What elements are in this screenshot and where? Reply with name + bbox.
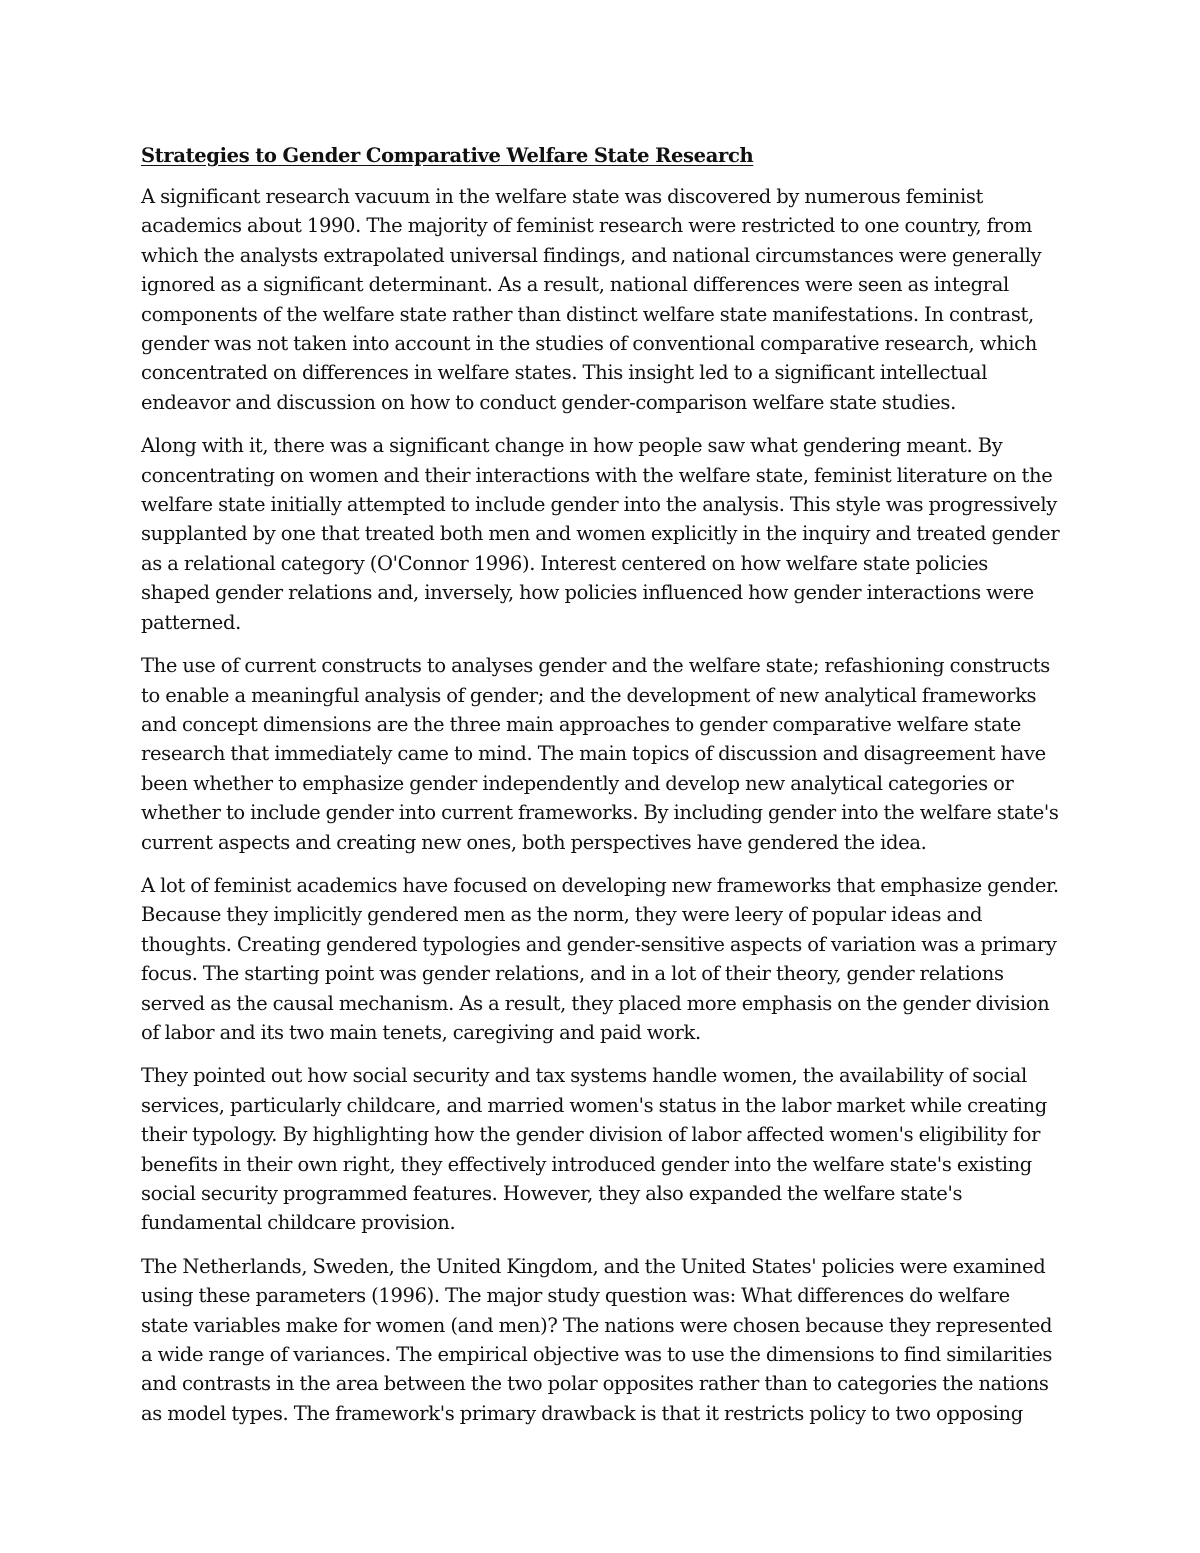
paragraph-4: A lot of feminist academics have focused on developing new frameworks that emphasize gender. Because they implicitly gendered men as the norm, they were leery of popular ideas and thoughts. Creating gendered typologies and gender-sensitive aspects of variation was a primary focus. The starting point was gender relations, and in a lot of their theory, gender relations served as the causal mechanism. As a result, they placed more emphasis on the gender division of labor and its two main tenets, caregiving and paid work. <box>141 873 1059 1044</box>
paragraph-3: The use of current constructs to analyses gender and the welfare state; refashioning constructs to enable a meaningful analysis of gender; and the development of new analytical frameworks and concept dimensions are the three main approaches to gender comparative welfare state research that immediately came to mind. The main topics of discussion and disagreement have been whether to emphasize gender independently and develop new analytical categories or whether to include gender into current frameworks. By including gender into the welfare state's current aspects and creating new ones, both perspectives have gendered the idea. <box>141 654 1059 854</box>
paragraph-5: They pointed out how social security and tax systems handle women, the availability of social services, particularly childcare, and married women's status in the labor market while creating their typology. By highlighting how the gender division of labor affected women's eligibility for benefits in their own right, they effectively introduced gender into the welfare state's existing social security programmed features. However, they also expanded the welfare state's fundamental childcare provision. <box>141 1064 1047 1235</box>
document-title: Strategies to Gender Comparative Welfare State Research <box>141 144 754 167</box>
paragraph-1: A significant research vacuum in the welfare state was discovered by numerous feminist academics about 1990. The majority of feminist research were restricted to one country, from which the analysts extrapolated universal findings, and national circumstances were generally ignored as a significant determinant. As a result, national differences were seen as integral components of the welfare state rather than distinct welfare state manifestations. In contrast, gender was not taken into account in the studies of conventional comparative research, which concentrated on differences in welfare states. This insight led to a significant intellectual endeavor and discussion on how to conduct gender-comparison welfare state studies. <box>141 185 1042 414</box>
paragraph-2: Along with it, there was a significant change in how people saw what gendering meant. By concentrating on women and their interactions with the welfare state, feminist literature on the welfare state initially attempted to include gender into the analysis. This style was progressively supplanted by one that treated both men and women explicitly in the inquiry and treated gender as a relational category (O'Connor 1996). Interest centered on how welfare state policies shaped gender relations and, inversely, how policies influenced how gender interactions were patterned. <box>141 434 1060 634</box>
paragraph-6: The Netherlands, Sweden, the United Kingdom, and the United States' policies were examined using these parameters (1996). The major study question was: What differences do welfare state variables make for women (and men)? The nations were chosen because they represented a wide range of variances. The empirical objective was to use the dimensions to find similarities and contrasts in the area between the two polar opposites rather than to categories the nations as model types. The framework's primary drawback is that it restricts policy to two opposing <box>141 1254 1053 1425</box>
document-body <box>141 141 1061 1442</box>
